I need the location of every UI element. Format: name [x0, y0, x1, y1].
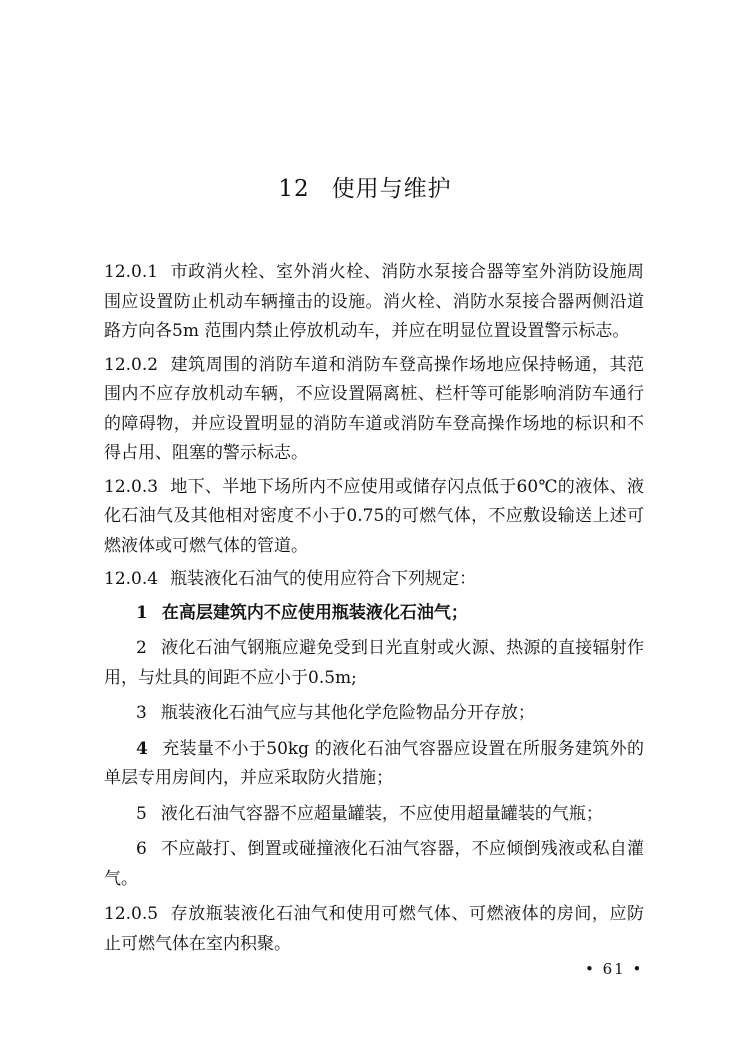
page-number: • 61 • — [585, 960, 644, 978]
item-number: 5 — [136, 803, 147, 824]
list-item — [104, 735, 644, 794]
list-item — [104, 800, 644, 830]
clause-text: 存放瓶装液化石油气和使用可燃气体、可燃液体的房间，应防止可燃气体在室内积聚。 — [104, 904, 644, 954]
item-text: 充装量不小于50kg 的液化石油气容器应设置在所服务建筑外的单层专用房间内，并应采取防火措施； — [104, 738, 644, 788]
clause-12-0-2 — [104, 351, 644, 469]
list-item — [104, 599, 644, 629]
item-text: 在高层建筑内不应使用瓶装液化石油气； — [161, 602, 468, 623]
item-number: 1 — [136, 602, 148, 623]
clause-number: 12.0.3 — [104, 476, 159, 497]
chapter-number: 12 — [278, 176, 310, 202]
clause-number: 12.0.2 — [104, 354, 159, 375]
clause-text: 瓶装液化石油气的使用应符合下列规定： — [170, 569, 477, 589]
item-text: 瓶装液化石油气应与其他化学危险物品分开存放； — [160, 703, 535, 723]
clause-number: 12.0.1 — [104, 262, 159, 282]
item-number: 6 — [136, 839, 147, 859]
chapter-heading: 使用与维护 — [331, 176, 452, 202]
list-item — [104, 835, 644, 894]
clause-12-0-1 — [104, 258, 644, 347]
item-text: 不应敲打、倒置或碰撞液化石油气容器，不应倾倒残液或私自灌气。 — [104, 839, 644, 889]
chapter-title — [0, 170, 730, 203]
item-text: 液化石油气容器不应超量罐装，不应使用超量罐装的气瓶； — [160, 803, 603, 824]
item-number: 4 — [136, 738, 148, 759]
clause-12-0-4 — [104, 565, 644, 595]
item-number: 3 — [136, 703, 147, 723]
clause-12-0-5 — [104, 900, 644, 959]
clause-number: 12.0.4 — [104, 569, 159, 589]
list-item — [104, 634, 644, 693]
clause-12-0-3 — [104, 473, 644, 562]
document-body — [104, 258, 644, 963]
item-text: 液化石油气钢瓶应避免受到日光直射或火源、热源的直接辐射作用，与灶具的间距不应小于0.5m; — [104, 638, 644, 688]
clause-text: 市政消火栓、室外消火栓、消防水泵接合器等室外消防设施周围应设置防止机动车辆撞击的设施。消火栓、消防水泵接合器两侧沿道路方向各5m 范围内禁止停放机动车，并应在明显位置设置警示标志。 — [104, 262, 644, 341]
clause-text: 地下、半地下场所内不应使用或储存闪点低于60℃的液体、液化石油气及其他相对密度不小于0.75的可燃气体，不应敷设输送上述可燃液体或可燃气体的管道。 — [104, 476, 644, 556]
list-item — [104, 699, 644, 729]
clause-text: 建筑周围的消防车道和消防车登高操作场地应保持畅通，其范围内不应存放机动车辆，不应设置隔离桩、栏杆等可能影响消防车通行的障碍物，并应设置明显的消防车道或消防车登高操作场地的标识和不得占用、阻塞的警示标志。 — [104, 354, 644, 463]
item-number: 2 — [136, 638, 147, 658]
clause-number: 12.0.5 — [104, 904, 159, 924]
